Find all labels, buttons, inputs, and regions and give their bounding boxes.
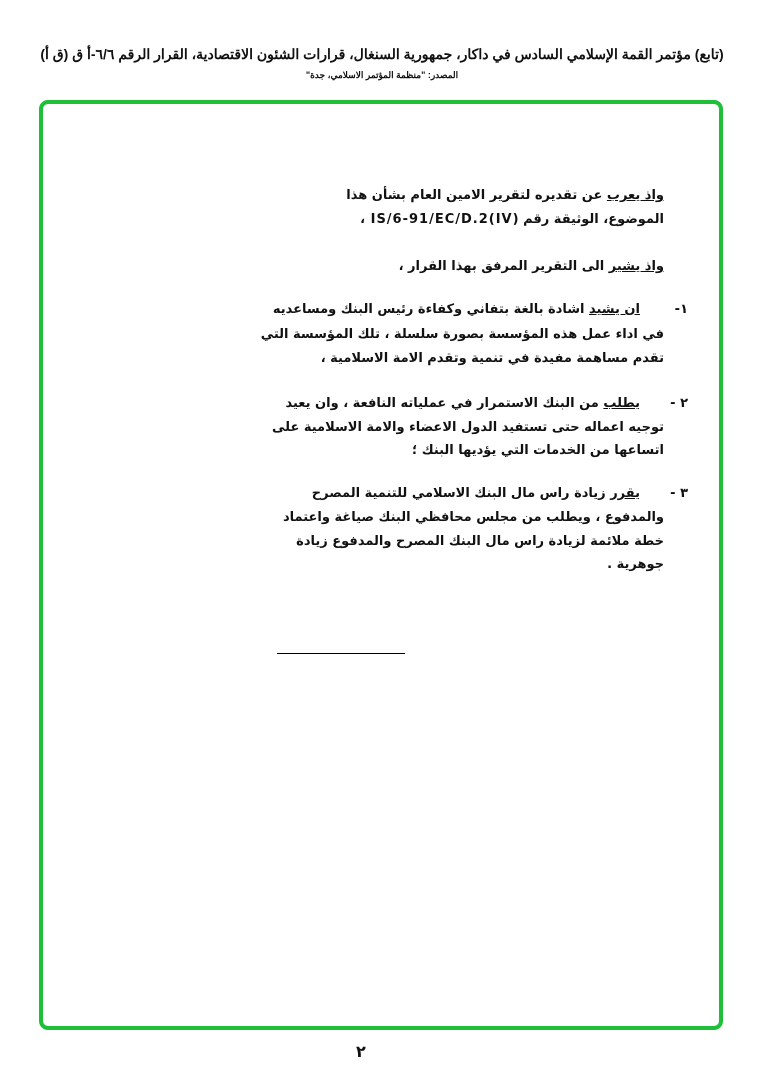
item2-line1 <box>285 396 640 411</box>
item1-line3: تقدم مساهمة مفيدة في تنمية وتقدم الامة الاسلامية ، <box>320 351 664 366</box>
item2-line2: توجيه اعماله حتى تستفيد الدول الاعضاء والامة الاسلامية على <box>272 420 664 435</box>
item3-line1 <box>312 486 640 501</box>
document-source: المصدر: "منظمة المؤتمر الاسلامي، جدة" <box>305 70 459 80</box>
para1-text: عن تقديره لتقرير الامين العام بشأن هذا <box>346 188 607 203</box>
item1-text: اشادة بالغة بتفاني وكفاءة رئيس البنك ومساعديه <box>272 302 589 317</box>
item1-lead: ان يشيد <box>588 302 640 317</box>
item3-number: ٣ - <box>670 486 688 501</box>
item3-line2: والمدفوع ، ويطلب من مجلس محافظي البنك صياغة واعتماد <box>282 510 664 525</box>
document-title: (تابع) مؤتمر القمة الإسلامي السادس في داكار، جمهورية السنغال، قرارات الشئون الاقتصادية، القرار الرقم ٦/٦-أ ق (ق أ) <box>40 46 724 62</box>
item1-number: ١- <box>674 302 688 317</box>
item3-line4: جوهرية . <box>607 557 664 572</box>
item2-text: من البنك الاستمرار في عملياته النافعة ، وان يعيد <box>285 396 604 411</box>
page-number: ٢ <box>356 1042 366 1061</box>
item3-lead: يقرر <box>610 486 640 501</box>
item2-number: ٢ - <box>670 396 688 411</box>
para1-lead: واذ يعرب <box>606 188 664 203</box>
item3-line3: خطة ملائمة لزيادة راس مال البنك المصرح والمدفوع زيادة <box>296 534 664 549</box>
para1-line1 <box>346 188 664 203</box>
item1-line1 <box>273 302 640 317</box>
item2-line3: اتساعها من الخدمات التي يؤديها البنك ؛ <box>411 443 664 458</box>
para2-text: الى التقرير المرفق بهذا القرار ، <box>398 259 609 274</box>
item2-lead: يطلب <box>603 396 640 411</box>
para2-lead: واذ يشير <box>608 259 664 274</box>
end-rule <box>277 653 405 654</box>
para1-line2: الموضوع، الوثيقة رقم (IS/6-91/EC/D.2(IV ، <box>360 212 664 227</box>
para2-line1 <box>399 259 664 274</box>
item3-text: زيادة راس مال البنك الاسلامي للتنمية المصرح <box>311 486 611 501</box>
item1-line2: في اداء عمل هذه المؤسسة بصورة سلسلة ، تلك المؤسسة التي <box>260 327 664 342</box>
